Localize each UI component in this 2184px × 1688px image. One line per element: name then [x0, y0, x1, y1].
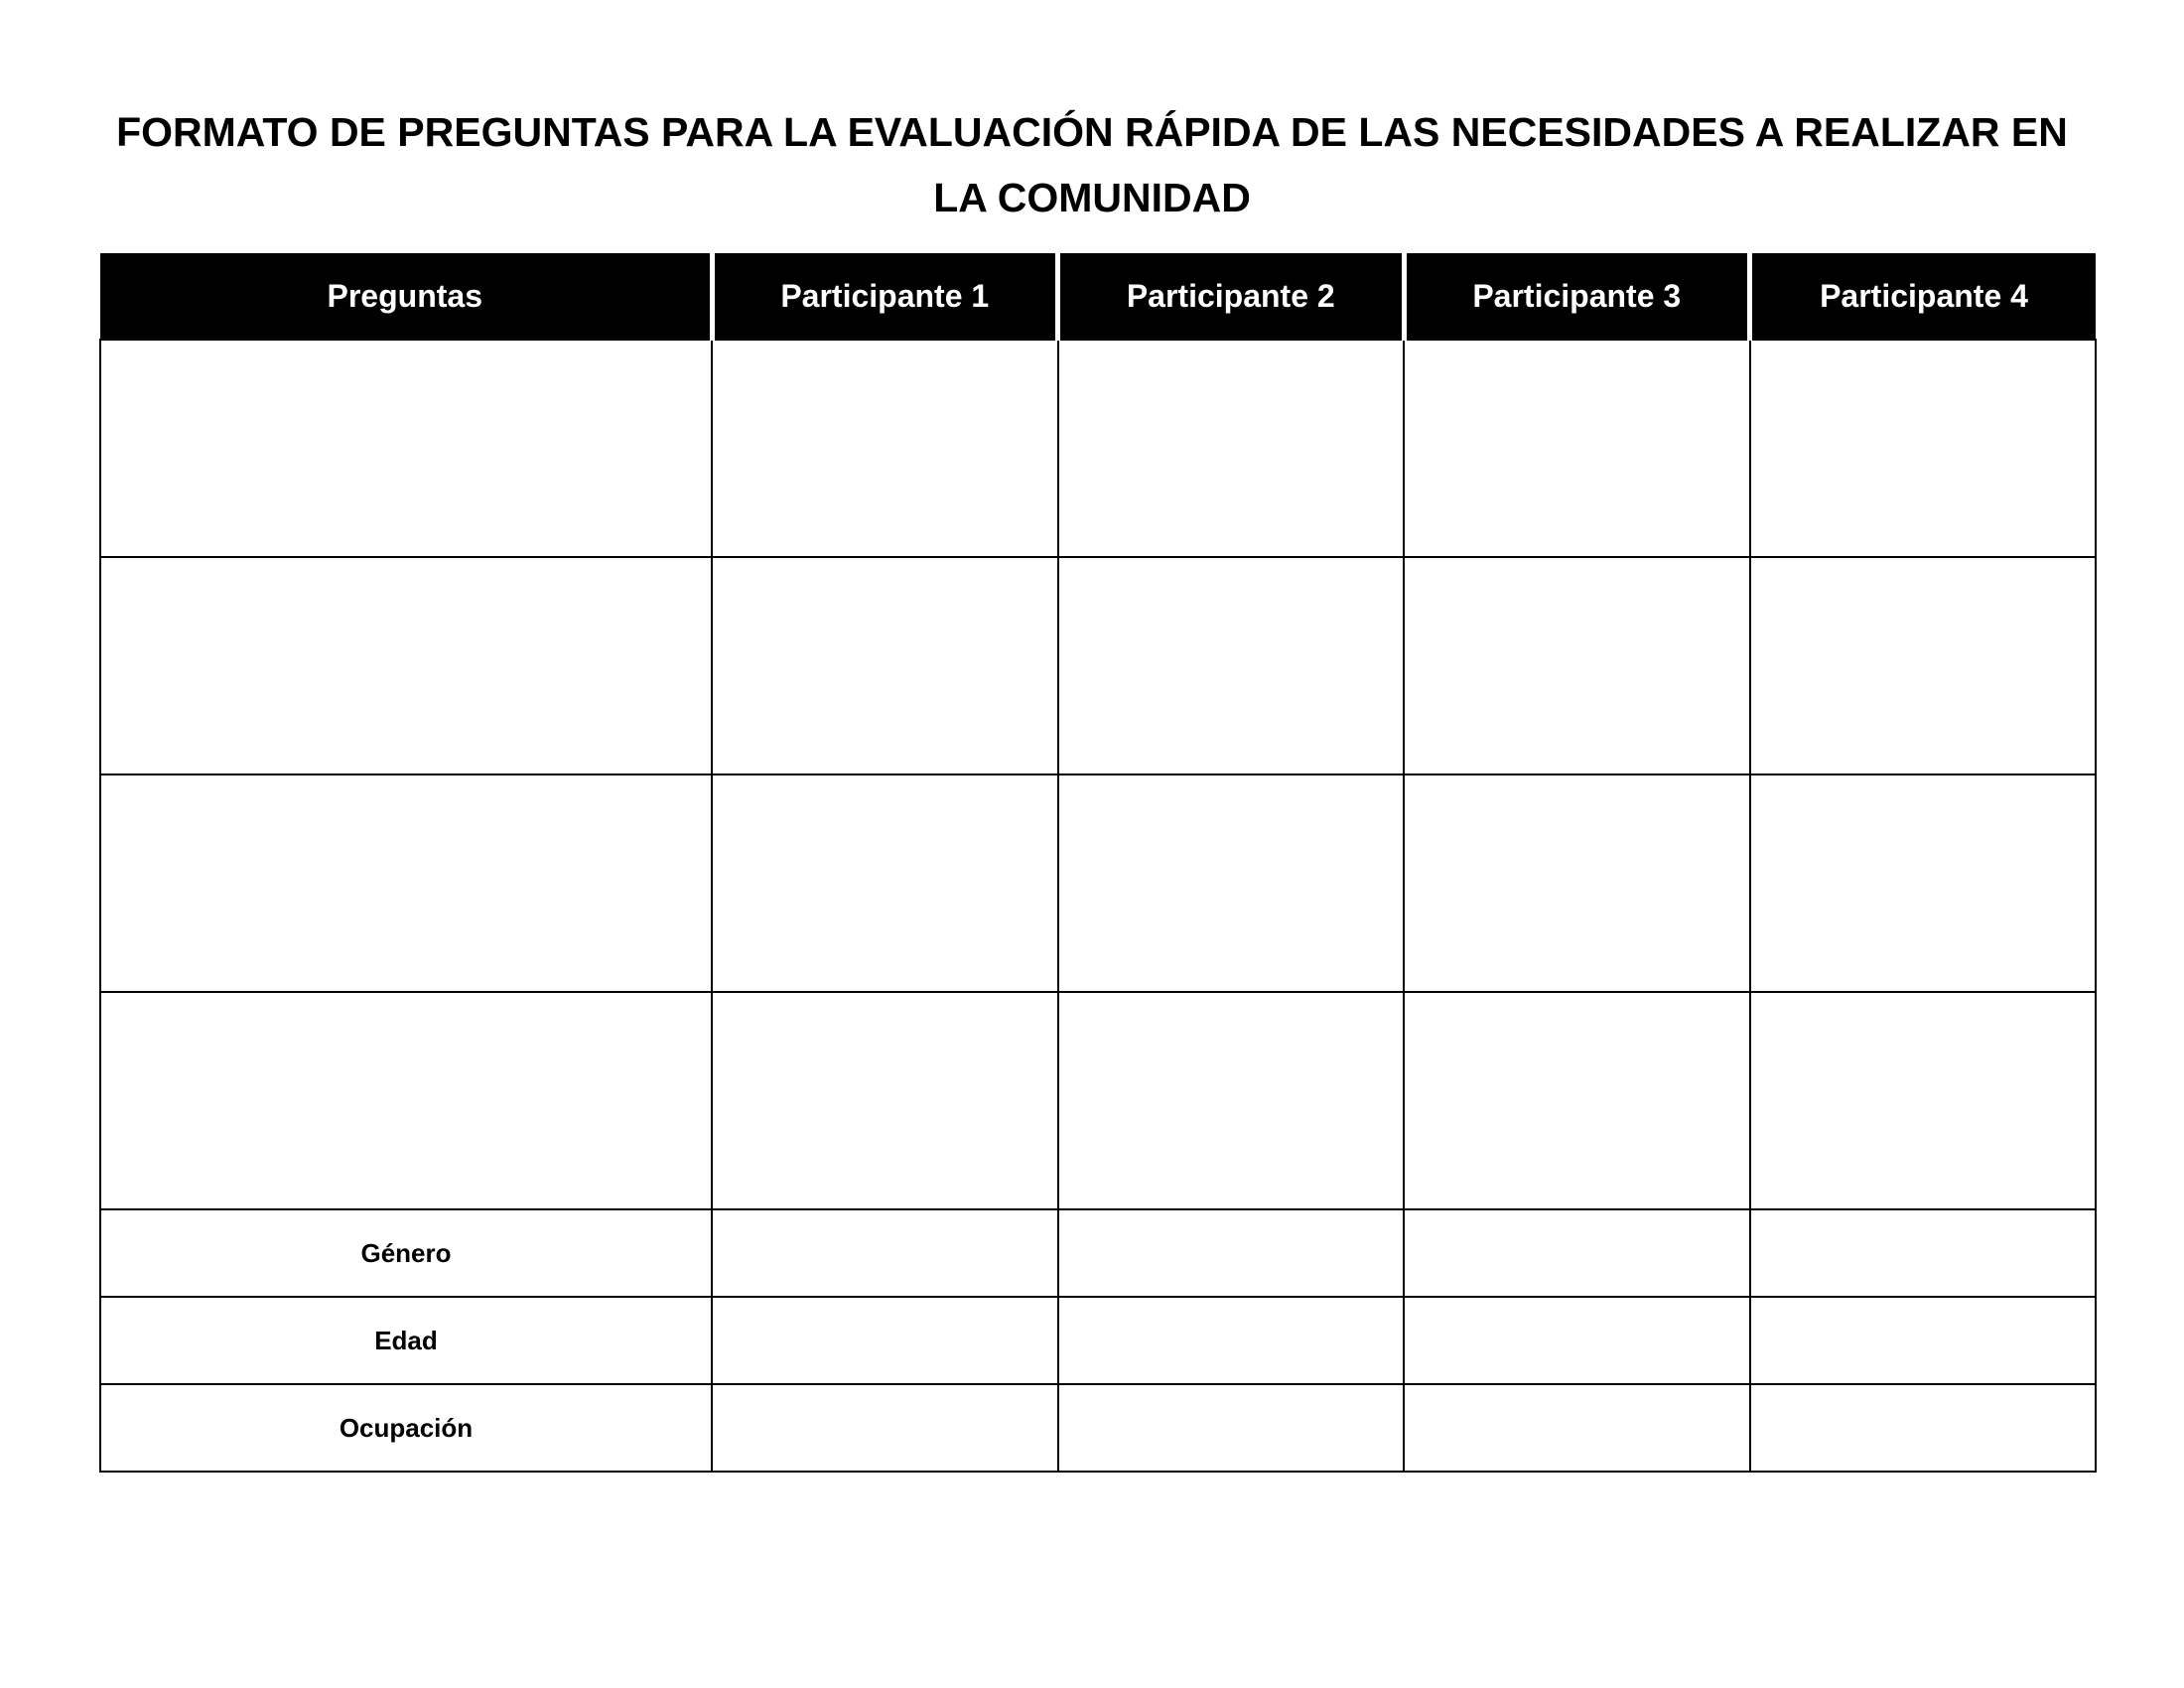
- answer-cell-participante-2[interactable]: [1058, 557, 1405, 774]
- answer-cell-participante-1[interactable]: [712, 557, 1058, 774]
- page-title: [99, 99, 2085, 230]
- question-row: [100, 340, 2096, 557]
- ocupacion-cell-participante-3[interactable]: [1404, 1384, 1750, 1472]
- answer-cell-participante-4[interactable]: [1750, 557, 2097, 774]
- ocupacion-cell-participante-2[interactable]: [1058, 1384, 1405, 1472]
- info-row-genero: [100, 1209, 2096, 1297]
- answer-cell-participante-4[interactable]: [1750, 774, 2097, 992]
- title-line-1: FORMATO DE PREGUNTAS PARA LA EVALUACIÓN RÁPIDA DE LAS NECESIDADES A REALIZAR EN: [116, 109, 2068, 155]
- questions-table: [99, 253, 2097, 1473]
- label-edad: Edad: [100, 1297, 712, 1384]
- question-cell[interactable]: [100, 774, 712, 992]
- genero-cell-participante-2[interactable]: [1058, 1209, 1405, 1297]
- edad-cell-participante-3[interactable]: [1404, 1297, 1750, 1384]
- answer-cell-participante-2[interactable]: [1058, 774, 1405, 992]
- answer-cell-participante-3[interactable]: [1404, 340, 1750, 557]
- ocupacion-cell-participante-4[interactable]: [1750, 1384, 2097, 1472]
- label-ocupacion: Ocupación: [100, 1384, 712, 1472]
- info-row-ocupacion: [100, 1384, 2096, 1472]
- answer-cell-participante-1[interactable]: [712, 340, 1058, 557]
- question-row: [100, 992, 2096, 1209]
- answer-cell-participante-4[interactable]: [1750, 992, 2097, 1209]
- answer-cell-participante-4[interactable]: [1750, 340, 2097, 557]
- genero-cell-participante-4[interactable]: [1750, 1209, 2097, 1297]
- label-genero: Género: [100, 1209, 712, 1297]
- info-row-edad: [100, 1297, 2096, 1384]
- title-line-2: LA COMUNIDAD: [933, 175, 1251, 220]
- edad-cell-participante-4[interactable]: [1750, 1297, 2097, 1384]
- question-cell[interactable]: [100, 557, 712, 774]
- header-participante-3: Participante 3: [1404, 253, 1750, 340]
- header-preguntas: Preguntas: [100, 253, 712, 340]
- ocupacion-cell-participante-1[interactable]: [712, 1384, 1058, 1472]
- question-cell[interactable]: [100, 992, 712, 1209]
- answer-cell-participante-3[interactable]: [1404, 557, 1750, 774]
- header-participante-4: Participante 4: [1750, 253, 2097, 340]
- answer-cell-participante-2[interactable]: [1058, 992, 1405, 1209]
- genero-cell-participante-3[interactable]: [1404, 1209, 1750, 1297]
- header-row: [100, 253, 2096, 340]
- question-row: [100, 774, 2096, 992]
- genero-cell-participante-1[interactable]: [712, 1209, 1058, 1297]
- answer-cell-participante-3[interactable]: [1404, 992, 1750, 1209]
- header-participante-2: Participante 2: [1058, 253, 1405, 340]
- answer-cell-participante-1[interactable]: [712, 774, 1058, 992]
- header-participante-1: Participante 1: [712, 253, 1058, 340]
- answer-cell-participante-2[interactable]: [1058, 340, 1405, 557]
- answer-cell-participante-3[interactable]: [1404, 774, 1750, 992]
- edad-cell-participante-2[interactable]: [1058, 1297, 1405, 1384]
- edad-cell-participante-1[interactable]: [712, 1297, 1058, 1384]
- question-cell[interactable]: [100, 340, 712, 557]
- answer-cell-participante-1[interactable]: [712, 992, 1058, 1209]
- question-row: [100, 557, 2096, 774]
